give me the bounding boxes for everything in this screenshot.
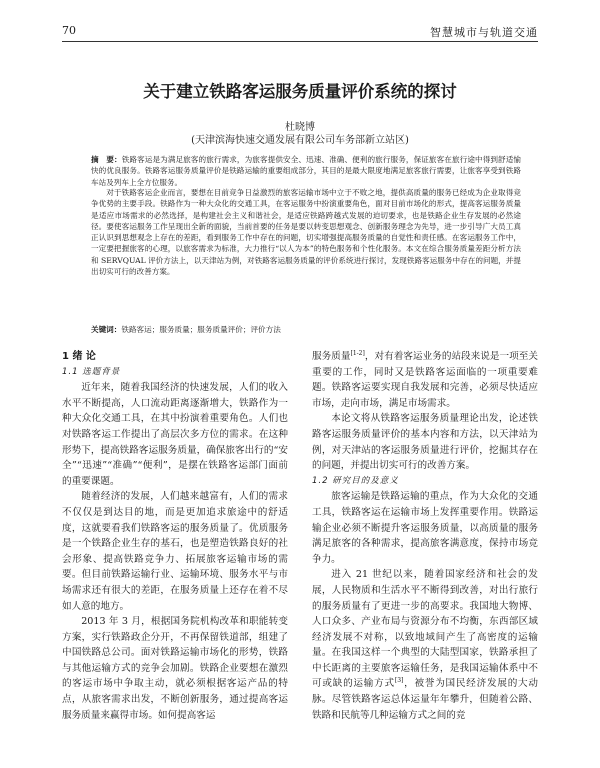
keywords-text: 铁路客运；服务质量；服务质量评价；评价方法 xyxy=(121,325,281,334)
abstract-summary-text: 铁路客运是为满足旅客的旅行需求，为旅客提供安全、迅速、准确、便利的旅行服务，保证旅客在旅行途中得到舒适愉快的优良服务。铁路客运服务质量评价是铁路运输的重要组成部分，其目的是最大限度地满足旅客旅行需要，让旅客享受到铁路车站及列车上全方位服务。 xyxy=(91,155,522,187)
citation: [3] xyxy=(394,677,404,685)
keywords-label: 关键词： xyxy=(91,325,122,334)
abstract-summary xyxy=(91,154,521,188)
abstract-label: 摘 要： xyxy=(91,155,122,164)
paragraph-text: 服务质量 xyxy=(312,351,351,362)
page-header xyxy=(62,24,538,38)
abstract-body: 对于铁路客运企业而言，要想在目前竞争日益激烈的旅客运输市场中立于不败之地，提供高质量的服务已经成为企业取得竞争优势的主要手段。铁路作为一种大众化的交通工具，在客运服务中扮演重要角色，面对目前市场化的形式，提高客运服务质量是适应市场需求的必然选择，是构建社会主义和谐社会，是适应铁路跨越式发展的迫切要求，也是铁路企业生存发展的必然途径。要使客运服务工作呈现出全新的面貌，当前首要的任务是要以转变思想观念、创新服务理念为先导，进一步引导广大员工真正认识到思想观念上存在的差距，看到服务工作中存在的问题，切实增强提高服务质量的自觉性和责任感。在客运服务工作中，一定要把握旅客的心理，以旅客需求为标准，大力推行“以人为本”的特色服务和个性化服务。本文在综合服务质量差距分析方法和 SERVQUAL 评价方法上，以天津站为例，对铁路客运服务质量的评价系统进行探讨，发现铁路客运服务中存在的问题，并提出切实可行的改善方案。 xyxy=(91,188,521,277)
section-heading-1-1: 1.1 选题背景 xyxy=(62,366,121,377)
keywords xyxy=(91,324,521,335)
journal-name: 智慧城市与轨道交通 xyxy=(430,26,538,39)
right-column xyxy=(312,349,538,723)
section-heading-1: 1 绪 论 xyxy=(62,351,96,362)
paragraph xyxy=(312,567,538,723)
page-number: 70 xyxy=(62,24,76,37)
paragraph: 2013 年 3 月，根据国务院机构改革和职能转变方案，实行铁路政企分开，不再保留铁道部，组建了中国铁路总公司。面对铁路运输市场化的形势，铁路与其他运输方式的竞争会加剧。铁路企业要想在激烈的客运市场中争取主动，就必须根据客运产品的特点，从旅客需求出发，不断创新服务，通过提高客运服务质量来赢得市场。如何提高客运 xyxy=(62,616,288,721)
left-column xyxy=(62,349,288,723)
paragraph: 随着经济的发展，人们越来越富有，人们的需求不仅仅是到达目的地，而是更加追求旅途中的舒适度，这就要看我们铁路客运的服务质量了。优质服务是一个铁路企业生存的基石，也是塑造铁路良好的社会形象、提高铁路竞争力、拓展旅客运输市场的需要。但目前铁路运输行业、运输环境、服务水平与市场需求还有很大的差距，在服务质量上还存在着不尽如人意的地方。 xyxy=(62,491,288,612)
section-heading-1-2: 1.2 研究目的及意义 xyxy=(312,475,399,486)
paragraph: 旅客运输是铁路运输的重点，作为大众化的交通工具，铁路客运在运输市场上发挥重要作用。铁路运输企业必须不断提升客运服务质量，以高质量的服务满足旅客的各种需求，提高旅客满意度，保持市场竞争力。 xyxy=(312,491,538,565)
header-divider xyxy=(62,41,538,42)
article-title: 关于建立铁路客运服务质量评价系统的探讨 xyxy=(143,82,457,101)
paragraph-continued xyxy=(312,349,538,411)
article-author: 杜晓博 xyxy=(285,122,315,133)
paragraph: 本论文将从铁路客运服务质量理论出发，论述铁路客运服务质量评价的基本内容和方法，以天津站为例，对天津站的客运服务质量进行评价，挖掘其存在的问题，并提出切实可行的改善方案。 xyxy=(312,413,538,472)
citation: [1-2] xyxy=(350,349,365,357)
paragraph: 近年来，随着我国经济的快速发展，人们的收入水平不断提高，人口流动距离逐渐增大，铁路作为一种大众化交通工具，在其中扮演着重要角色。人们也对铁路客运工作提出了高层次多方位的需求。在这种形势下，提高铁路客运服务质量，确保旅客出行的“安全”“迅速”“准确”“便利”，是摆在铁路客运部门面前的重要课题。 xyxy=(62,382,288,487)
paragraph-text: ，对有着客运业务的站段来说是一项至关重要的工作，同时又是铁路客运面临的一项重要难题。铁路客运要实现自我发展和完善，必须尽快适应市场，走向市场，满足市场需求。 xyxy=(312,351,539,409)
paragraph-text: ，被誉为国民经济发展的大动脉。尽管铁路客运总体运量年年攀升，但随着公路、铁路和民航等几种运输方式之间的竞 xyxy=(312,678,539,721)
paragraph-text: 进入 21 世纪以来，随着国家经济和社会的发展，人民物质和生活水平不断得到改善，对出行旅行的服务质量有了更进一步的高要求。我国地大物博、人口众多、产业布局与资源分布不均衡，东西部区域经济发展不对称，以致地域间产生了高密度的运输量。在我国这样一个典型的大陆型国家，铁路承担了中长距离的主要旅客运输任务，是我国运输体系中不可或缺的运输方式 xyxy=(312,569,538,690)
author-affiliation: (天津滨海快速交通发展有限公司车务部新立站区) xyxy=(191,135,409,146)
